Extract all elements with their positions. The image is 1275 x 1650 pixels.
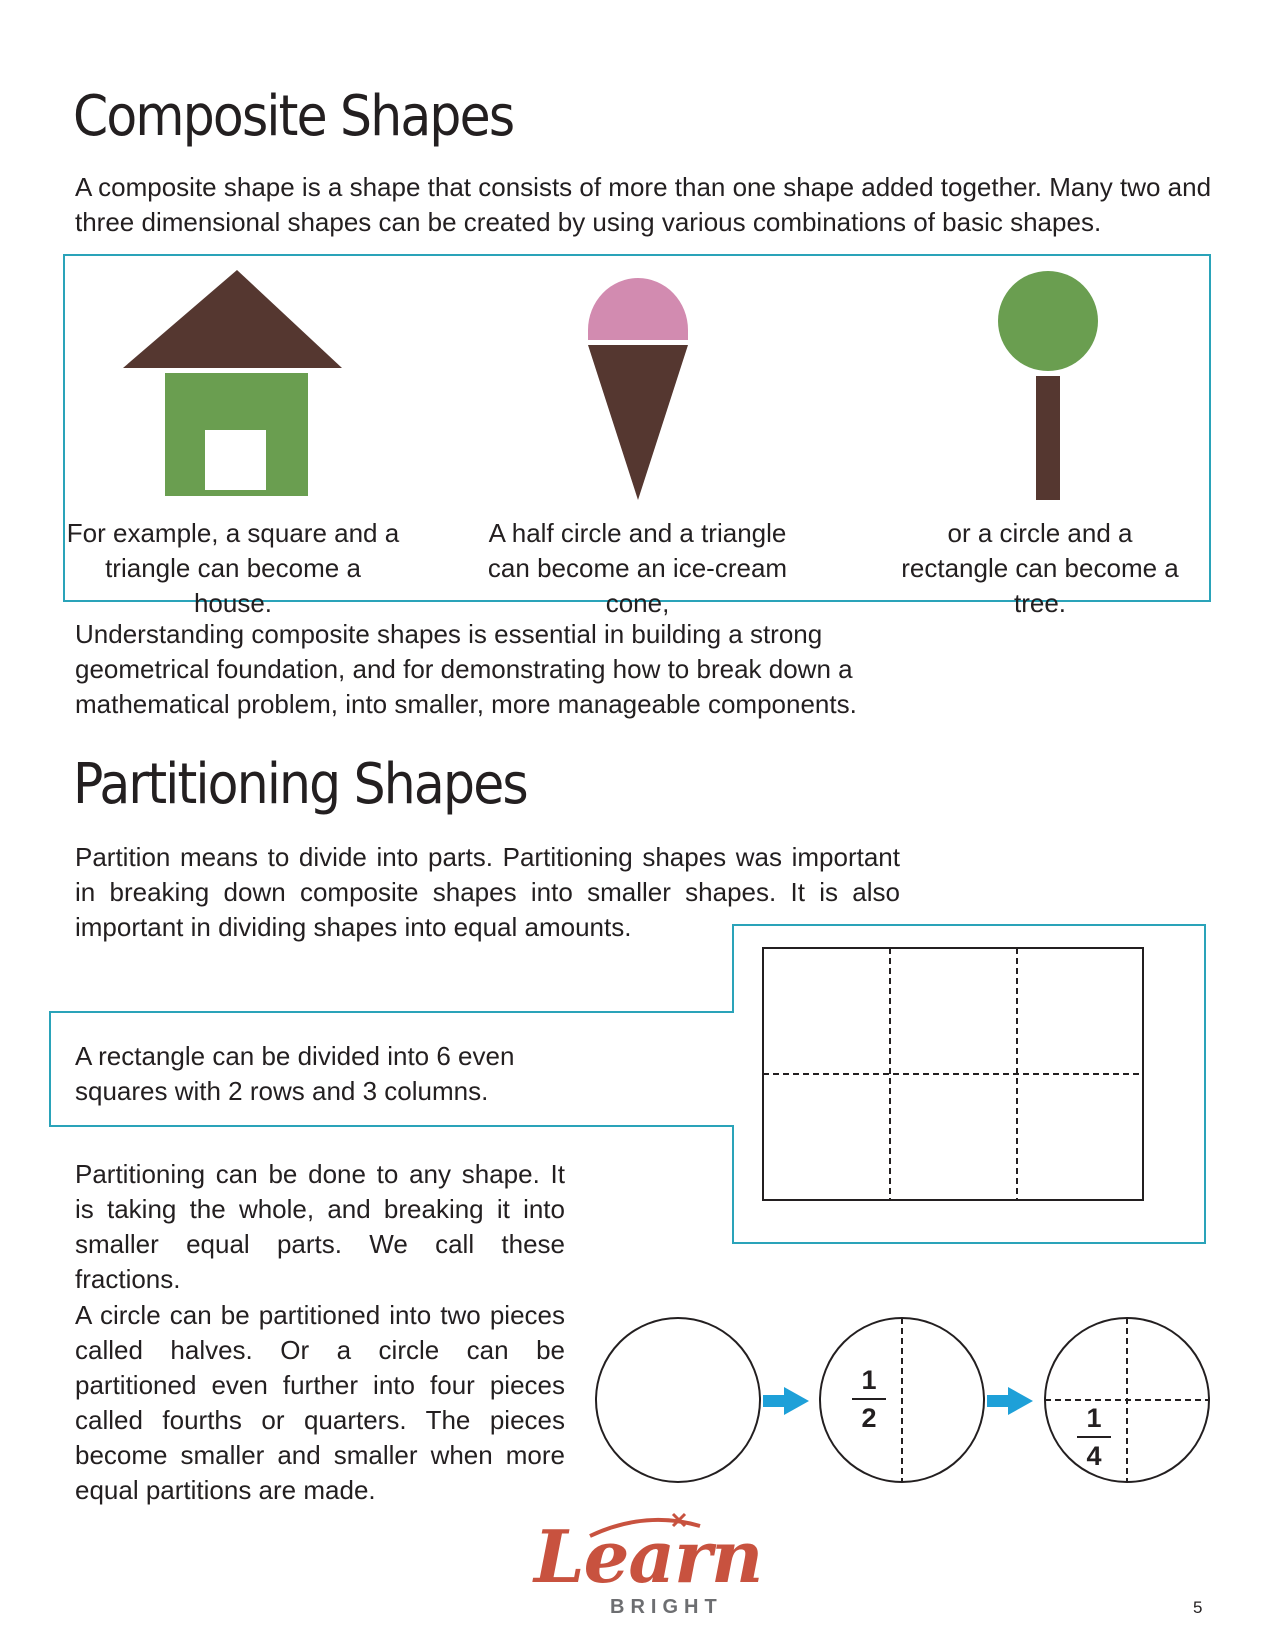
- page-number: 5: [1193, 1598, 1203, 1617]
- partitioned-rectangle: [763, 948, 1143, 1200]
- fourth-fraction-label: [1077, 1403, 1111, 1471]
- fraction-numerator: 1: [861, 1365, 877, 1395]
- whole-circle: [596, 1318, 760, 1482]
- partitioning-paragraph: Partitioning can be done to any shape. It is taking the whole, and breaking it into smaller equal parts. We call these fractions.: [75, 1159, 565, 1294]
- fraction-bar: [1077, 1436, 1111, 1438]
- tree-caption: or a circle and a rectangle can become a tree.: [901, 518, 1179, 618]
- arrow-right-icon: [763, 1387, 809, 1415]
- learn-bright-logo-sub: BRIGHT: [610, 1596, 723, 1618]
- half-fraction-label: [852, 1365, 886, 1433]
- fraction-denominator: 2: [861, 1403, 877, 1433]
- circle-partition-paragraph: A circle can be partitioned into two pieces called halves. Or a circle can be partitioned even further into four pieces called fourths or quarters. The pieces become smaller and smaller when more equal partitions are made.: [75, 1300, 565, 1505]
- partitioning-shapes-heading: Partitioning Shapes: [73, 752, 527, 817]
- rectangle-partition-text: A rectangle can be divided into 6 even squares with 2 rows and 3 columns.: [75, 1041, 515, 1106]
- partition-intro-paragraph: Partition means to divide into parts. Partitioning shapes was important in breaking down composite shapes into smaller shapes. It is also important in dividing shapes into equal amounts.: [75, 842, 900, 942]
- fraction-bar: [852, 1398, 886, 1400]
- composite-intro-paragraph: A composite shape is a shape that consists of more than one shape added together. Many two and three dimensional shapes can be created by using various combinations of basic shapes.: [75, 172, 1212, 237]
- icecream-caption: A half circle and a triangle can become an ice-cream cone,: [487, 518, 788, 618]
- fraction-numerator: 1: [1086, 1403, 1102, 1433]
- understanding-paragraph: Understanding composite shapes is essential in building a strong geometrical foundation, and for demonstrating how to break down a mathematical problem, into smaller, more manageable components.: [75, 619, 857, 719]
- arrow-right-icon: [987, 1387, 1033, 1415]
- learn-bright-logo-word: Learn: [534, 1514, 763, 1599]
- house-caption: For example, a square and a triangle can become a house.: [66, 518, 400, 618]
- composite-shapes-heading: Composite Shapes: [73, 84, 514, 149]
- fraction-denominator: 4: [1086, 1441, 1102, 1471]
- circle-partition-sequence: [596, 1318, 1209, 1482]
